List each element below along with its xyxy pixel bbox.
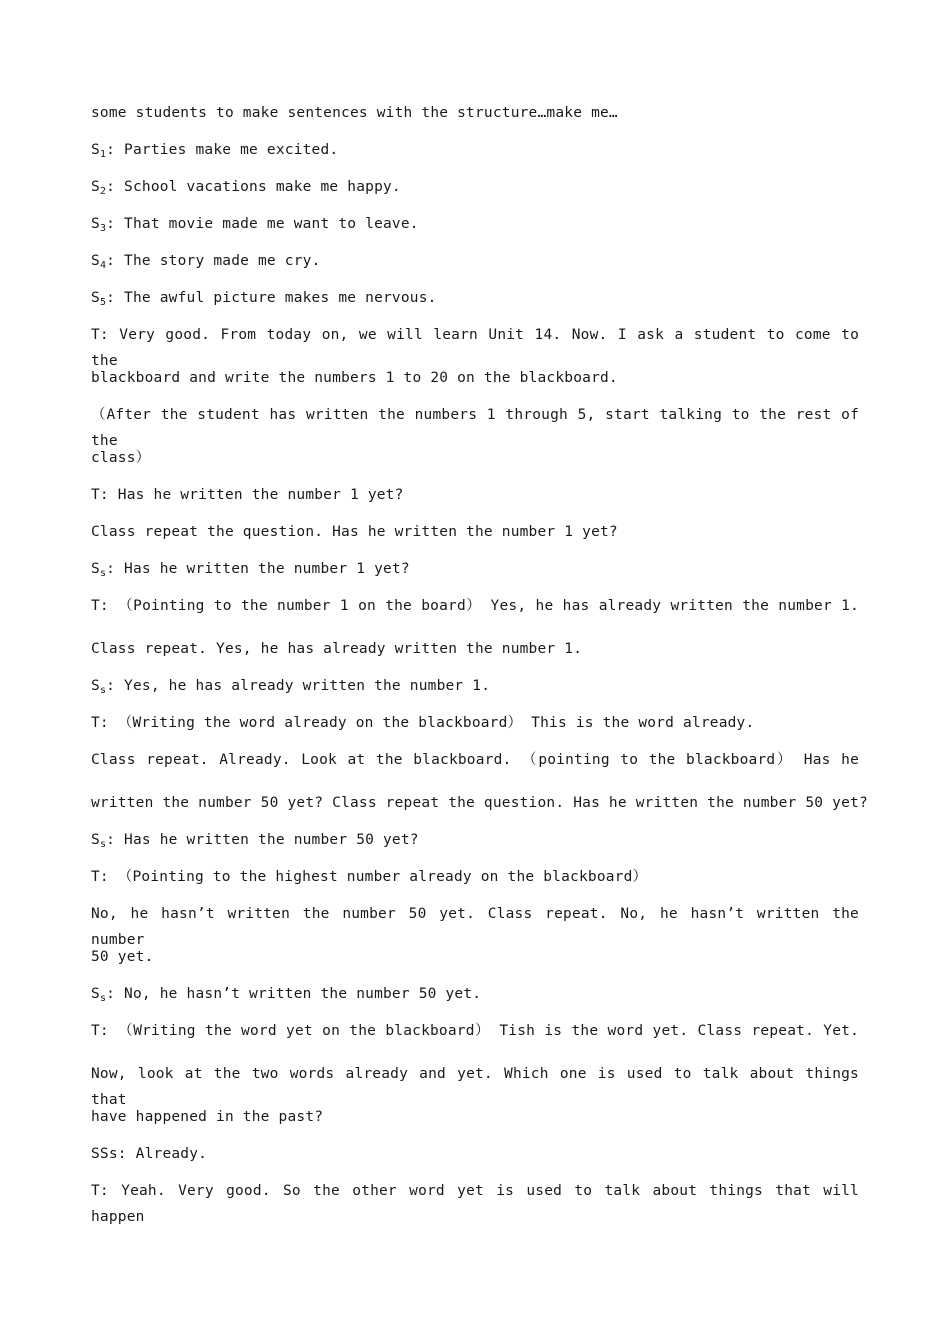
text-line-students: $S_s$: No, he hasn’t written the number 50 yet. bbox=[91, 986, 482, 1004]
text-line: Class repeat the question. Has he written the number 1 yet? bbox=[91, 524, 618, 540]
text-line: T: Very good. From today on, we will learn Unit 14. Now. I ask a student to come to the bbox=[91, 327, 859, 369]
text-line-students: $S_s$: Has he written the number 1 yet? bbox=[91, 561, 410, 579]
text-line: T: （Pointing to the number 1 on the board） Yes, he has already written the number 1. bbox=[91, 598, 859, 614]
text-line: blackboard and write the numbers 1 to 20 on the blackboard. bbox=[91, 370, 618, 386]
text-line: T: Yeah. Very good. So the other word yet is used to talk about things that will happen bbox=[91, 1183, 859, 1225]
text-line: some students to make sentences with the structure…make me… bbox=[91, 105, 618, 121]
text-line-student-3: $S_3$: That movie made me want to leave. bbox=[91, 216, 419, 234]
text-line-student-2: $S_2$: School vacations make me happy. bbox=[91, 179, 401, 197]
text-line-student-4: $S_4$: The story made me cry. bbox=[91, 253, 321, 271]
text-line-student-1: $S_1$: Parties make me excited. bbox=[91, 142, 339, 160]
text-line: written the number 50 yet? Class repeat the question. Has he written the number 50 yet? bbox=[91, 795, 868, 811]
text-line: Now, look at the two words already and yet. Which one is used to talk about things that bbox=[91, 1066, 859, 1108]
text-line-students: $S_s$: Yes, he has already written the number 1. bbox=[91, 678, 491, 696]
text-line: T: （Writing the word yet on the blackboard） Tish is the word yet. Class repeat. Yet. bbox=[91, 1023, 859, 1039]
text-line: 50 yet. bbox=[91, 949, 154, 965]
text-line: （After the student has written the numbers 1 through 5, start talking to the rest of the bbox=[91, 407, 859, 449]
document-body bbox=[91, 100, 868, 1225]
text-line-students: $S_s$: Has he written the number 50 yet? bbox=[91, 832, 419, 850]
text-line: No, he hasn’t written the number 50 yet. Class repeat. No, he hasn’t written the number bbox=[91, 906, 859, 948]
text-line: Class repeat. Already. Look at the blackboard. （pointing to the blackboard） Has he bbox=[91, 752, 859, 768]
text-line: have happened in the past? bbox=[91, 1109, 324, 1125]
text-line: T: （Writing the word already on the blackboard） This is the word already. bbox=[91, 715, 755, 731]
text-line: SSs: Already. bbox=[91, 1146, 208, 1162]
text-line: T: Has he written the number 1 yet? bbox=[91, 487, 404, 503]
text-line-student-5: $S_5$: The awful picture makes me nervous. bbox=[91, 290, 437, 308]
text-line: class） bbox=[91, 450, 151, 466]
text-line: Class repeat. Yes, he has already written the number 1. bbox=[91, 641, 583, 657]
text-line: T: （Pointing to the highest number already on the blackboard） bbox=[91, 869, 648, 885]
